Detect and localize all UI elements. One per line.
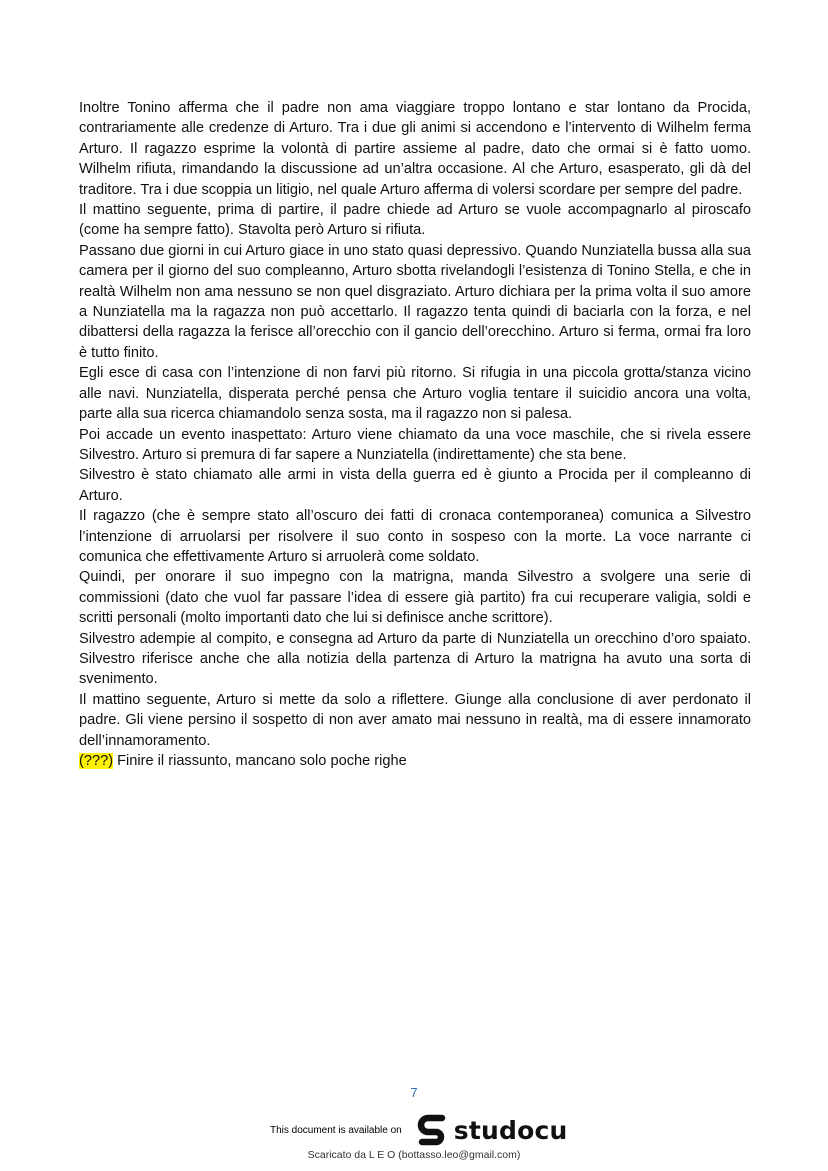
todo-note bbox=[79, 751, 751, 771]
document-body bbox=[79, 98, 751, 771]
highlighted-marker: (???) bbox=[79, 753, 114, 769]
available-on-text: This document is available on bbox=[270, 1124, 402, 1136]
page-number: 7 bbox=[410, 1085, 418, 1100]
paragraph: Il mattino seguente, prima di partire, il padre chiede ad Arturo se vuole accompagnarlo al piroscafo (come ha sempre fatto). Stavolta però Arturo si rifiuta. bbox=[79, 202, 751, 239]
todo-note-text: Finire il riassunto, mancano solo poche righe bbox=[113, 753, 407, 769]
studocu-logo-link[interactable] bbox=[416, 1113, 568, 1147]
paragraph: Quindi, per onorare il suo impegno con la matrigna, manda Silvestro a svolgere una serie di commissioni (dato che vuol far passare l’idea di essere già partito) fra cui recuperare valigia, soldi e scritti personali (molto importanti dato che lui si definisce anche scrittore). bbox=[79, 569, 751, 627]
paragraph: Poi accade un evento inaspettato: Arturo viene chiamato da una voce maschile, che si rivela essere Silvestro. Arturo si premura di far sapere a Nunziatella (indirettamente) che sta bene. bbox=[79, 426, 751, 463]
paragraph: Silvestro è stato chiamato alle armi in vista della guerra ed è giunto a Procida per il compleanno di Arturo. bbox=[79, 467, 751, 504]
paragraph: Passano due giorni in cui Arturo giace in uno stato quasi depressivo. Quando Nunziatella bussa alla sua camera per il giorno del suo compleanno, Arturo sbotta rivelandogli l’esistenza di Tonino Stella, e che in realtà Wilhelm non ama nessuno se non quel disgraziato. Arturo dichiara per la prima volta il suo amore a Nunziatella ma la ragazza non può accettarlo. Il ragazzo tenta quindi di baciarla con la forza, e nel dibattersi della ragazza la ferisce all’orecchio con il gancio dell’orecchino. Arturo si ferma, ormai fra loro è tutto finito. bbox=[79, 242, 751, 361]
studocu-footer bbox=[270, 1110, 567, 1150]
download-credit: Scaricato da L E O (bottasso.leo@gmail.com) bbox=[307, 1149, 521, 1161]
paragraph: Egli esce di casa con l’intenzione di non farvi più ritorno. Si rifugia in una piccola grotta/stanza vicino alle navi. Nunziatella, disperata perché pensa che Arturo voglia tentare il suicidio ancora una volta, parte alla sua ricerca chiamandolo senza sosta, ma il ragazzo non si palesa. bbox=[79, 365, 751, 423]
paragraph: Il mattino seguente, Arturo si mette da solo a riflettere. Giunge alla conclusione di aver perdonato il padre. Gli viene persino il sospetto di non aver amato mai nessuno in realtà, ma di essere innamorato dell’innamoramento. bbox=[79, 691, 751, 749]
paragraph: Inoltre Tonino afferma che il padre non ama viaggiare troppo lontano e star lontano da Procida, contrariamente alle credenze di Arturo. Tra i due gli animi si accendono e l’intervento di Wilhelm ferma Arturo. Il ragazzo esprime la volontà di partire assieme al padre, dato che ormai si è fatto uomo. Wilhelm rifiuta, rimandando la discussione ad un’altra occasione. Al che Arturo, esasperato, gli dà del traditore. Tra i due scoppia un litigio, nel quale Arturo afferma di volersi scordare per sempre del padre. bbox=[79, 100, 751, 198]
studocu-brand-text: studocu bbox=[453, 1115, 568, 1145]
paragraph: Silvestro adempie al compito, e consegna ad Arturo da parte di Nunziatella un orecchino d’oro spaiato. Silvestro riferisce anche che alla notizia della partenza di Arturo la matrigna ha avuto una sorta di svenimento. bbox=[79, 630, 751, 688]
studocu-logo-icon bbox=[416, 1113, 448, 1147]
paragraph: Il ragazzo (che è sempre stato all’oscuro dei fatti di cronaca contemporanea) comunica a Silvestro l’intenzione di arruolarsi per risolvere il suo conto in sospeso con la morte. La voce narrante ci comunica che effettivamente Arturo si arruolerà come soldato. bbox=[79, 508, 751, 565]
